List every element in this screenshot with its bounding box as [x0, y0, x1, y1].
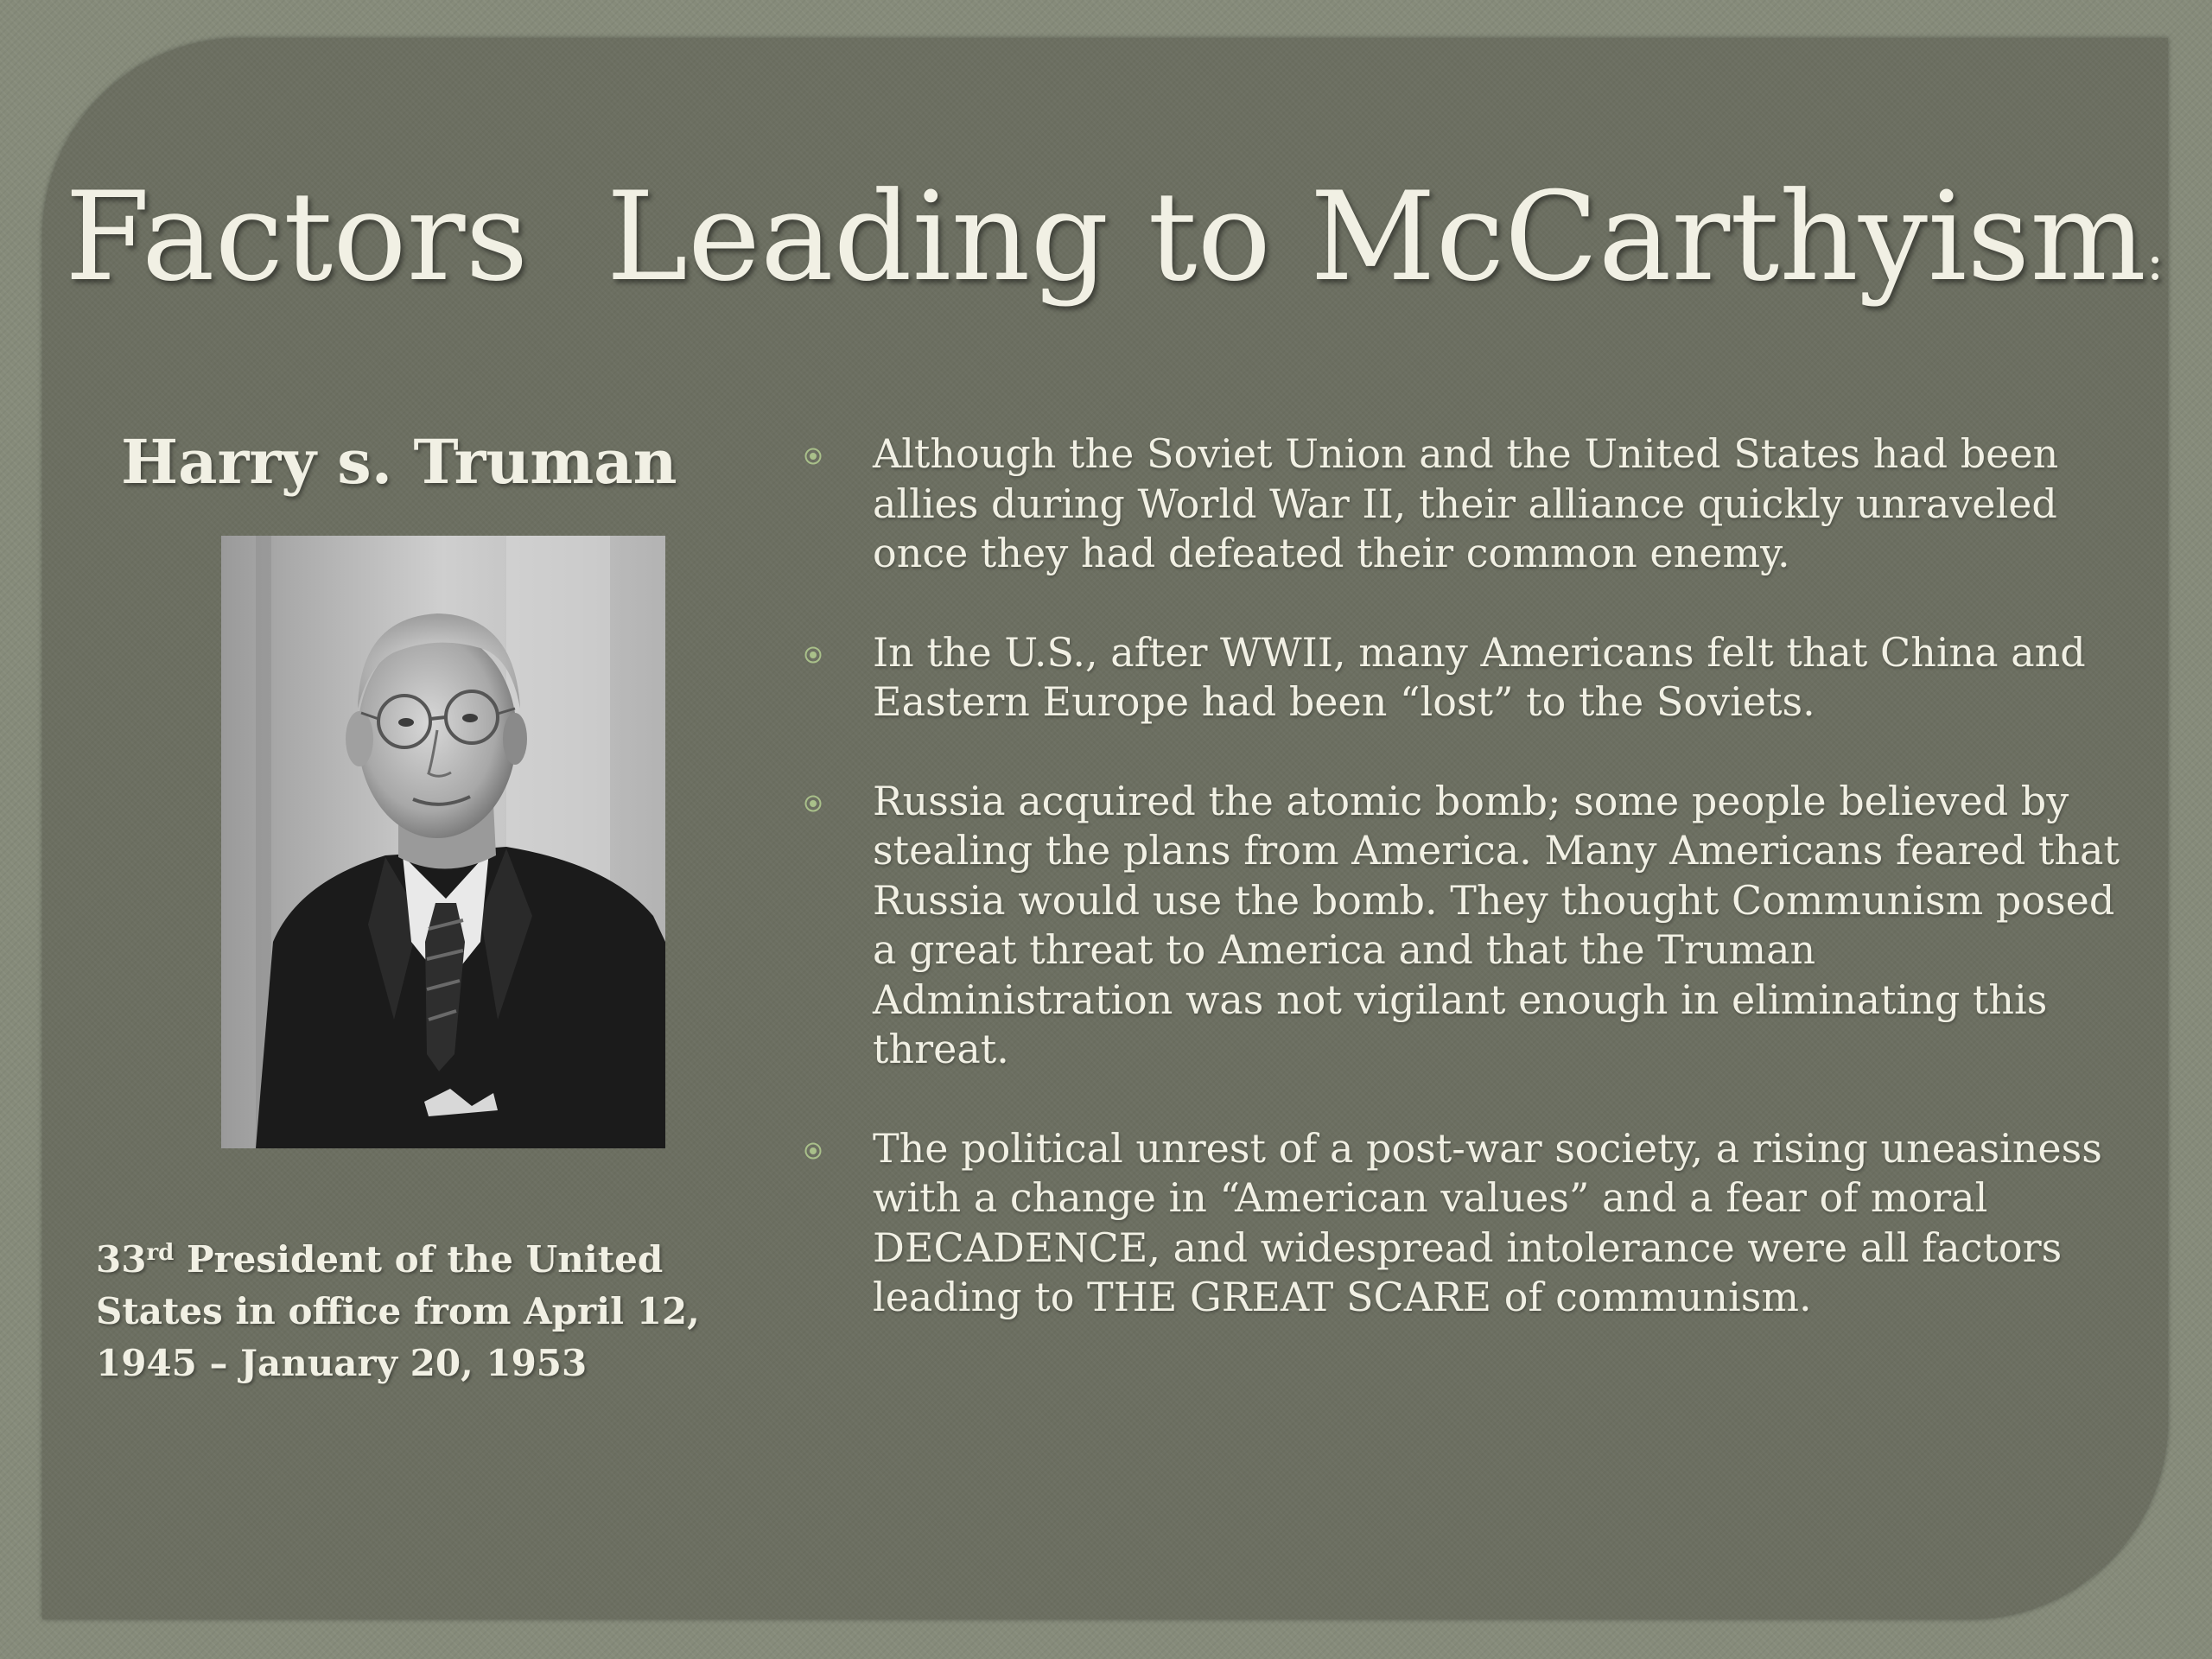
- circled-dot-icon: [804, 645, 823, 664]
- caption-ordinal-number: 33: [96, 1238, 147, 1281]
- caption-text: President of the United States in office from April 12, 1945 – January 20, 1953: [96, 1238, 700, 1384]
- slide-title: [65, 160, 2164, 340]
- slide-title-text: Factors Leading to McCarthyism: [65, 166, 2146, 308]
- bullet-item: [804, 777, 2126, 1075]
- slide-title-colon: :: [2145, 232, 2164, 292]
- portrait-caption: [96, 1227, 753, 1389]
- bullet-list: [804, 429, 2126, 1372]
- bullet-item: [804, 429, 2126, 579]
- bullet-text: The political unrest of a post-war society, a rising uneasiness with a change in “American values” and a fear of moral DECADENCE, and widespread intolerance were all factors leading to THE GREAT SCARE of communism.: [873, 1124, 2102, 1320]
- bullet-text: Although the Soviet Union and the United States had been allies during World War II, their alliance quickly unraveled once they had defeated their common enemy.: [873, 430, 2059, 576]
- bullet-item: [804, 1124, 2126, 1323]
- truman-portrait: [221, 536, 665, 1148]
- caption-ordinal-suffix: rd: [146, 1240, 175, 1266]
- circled-dot-icon: [804, 447, 823, 466]
- circled-dot-icon: [804, 794, 823, 813]
- bullet-text: Russia acquired the atomic bomb; some people believed by stealing the plans from America. Many Americans feared that Russia would use the bomb. They thought Communism posed a great threat to America and that the Truman Administration was not vigilant enough in eliminating this threat.: [873, 777, 2120, 1072]
- bullet-text: In the U.S., after WWII, many Americans felt that China and Eastern Europe had been “lost” to the Soviets.: [873, 628, 2086, 725]
- bullet-item: [804, 628, 2126, 728]
- portrait-heading: Harry s. Truman: [121, 426, 677, 498]
- circled-dot-icon: [804, 1141, 823, 1160]
